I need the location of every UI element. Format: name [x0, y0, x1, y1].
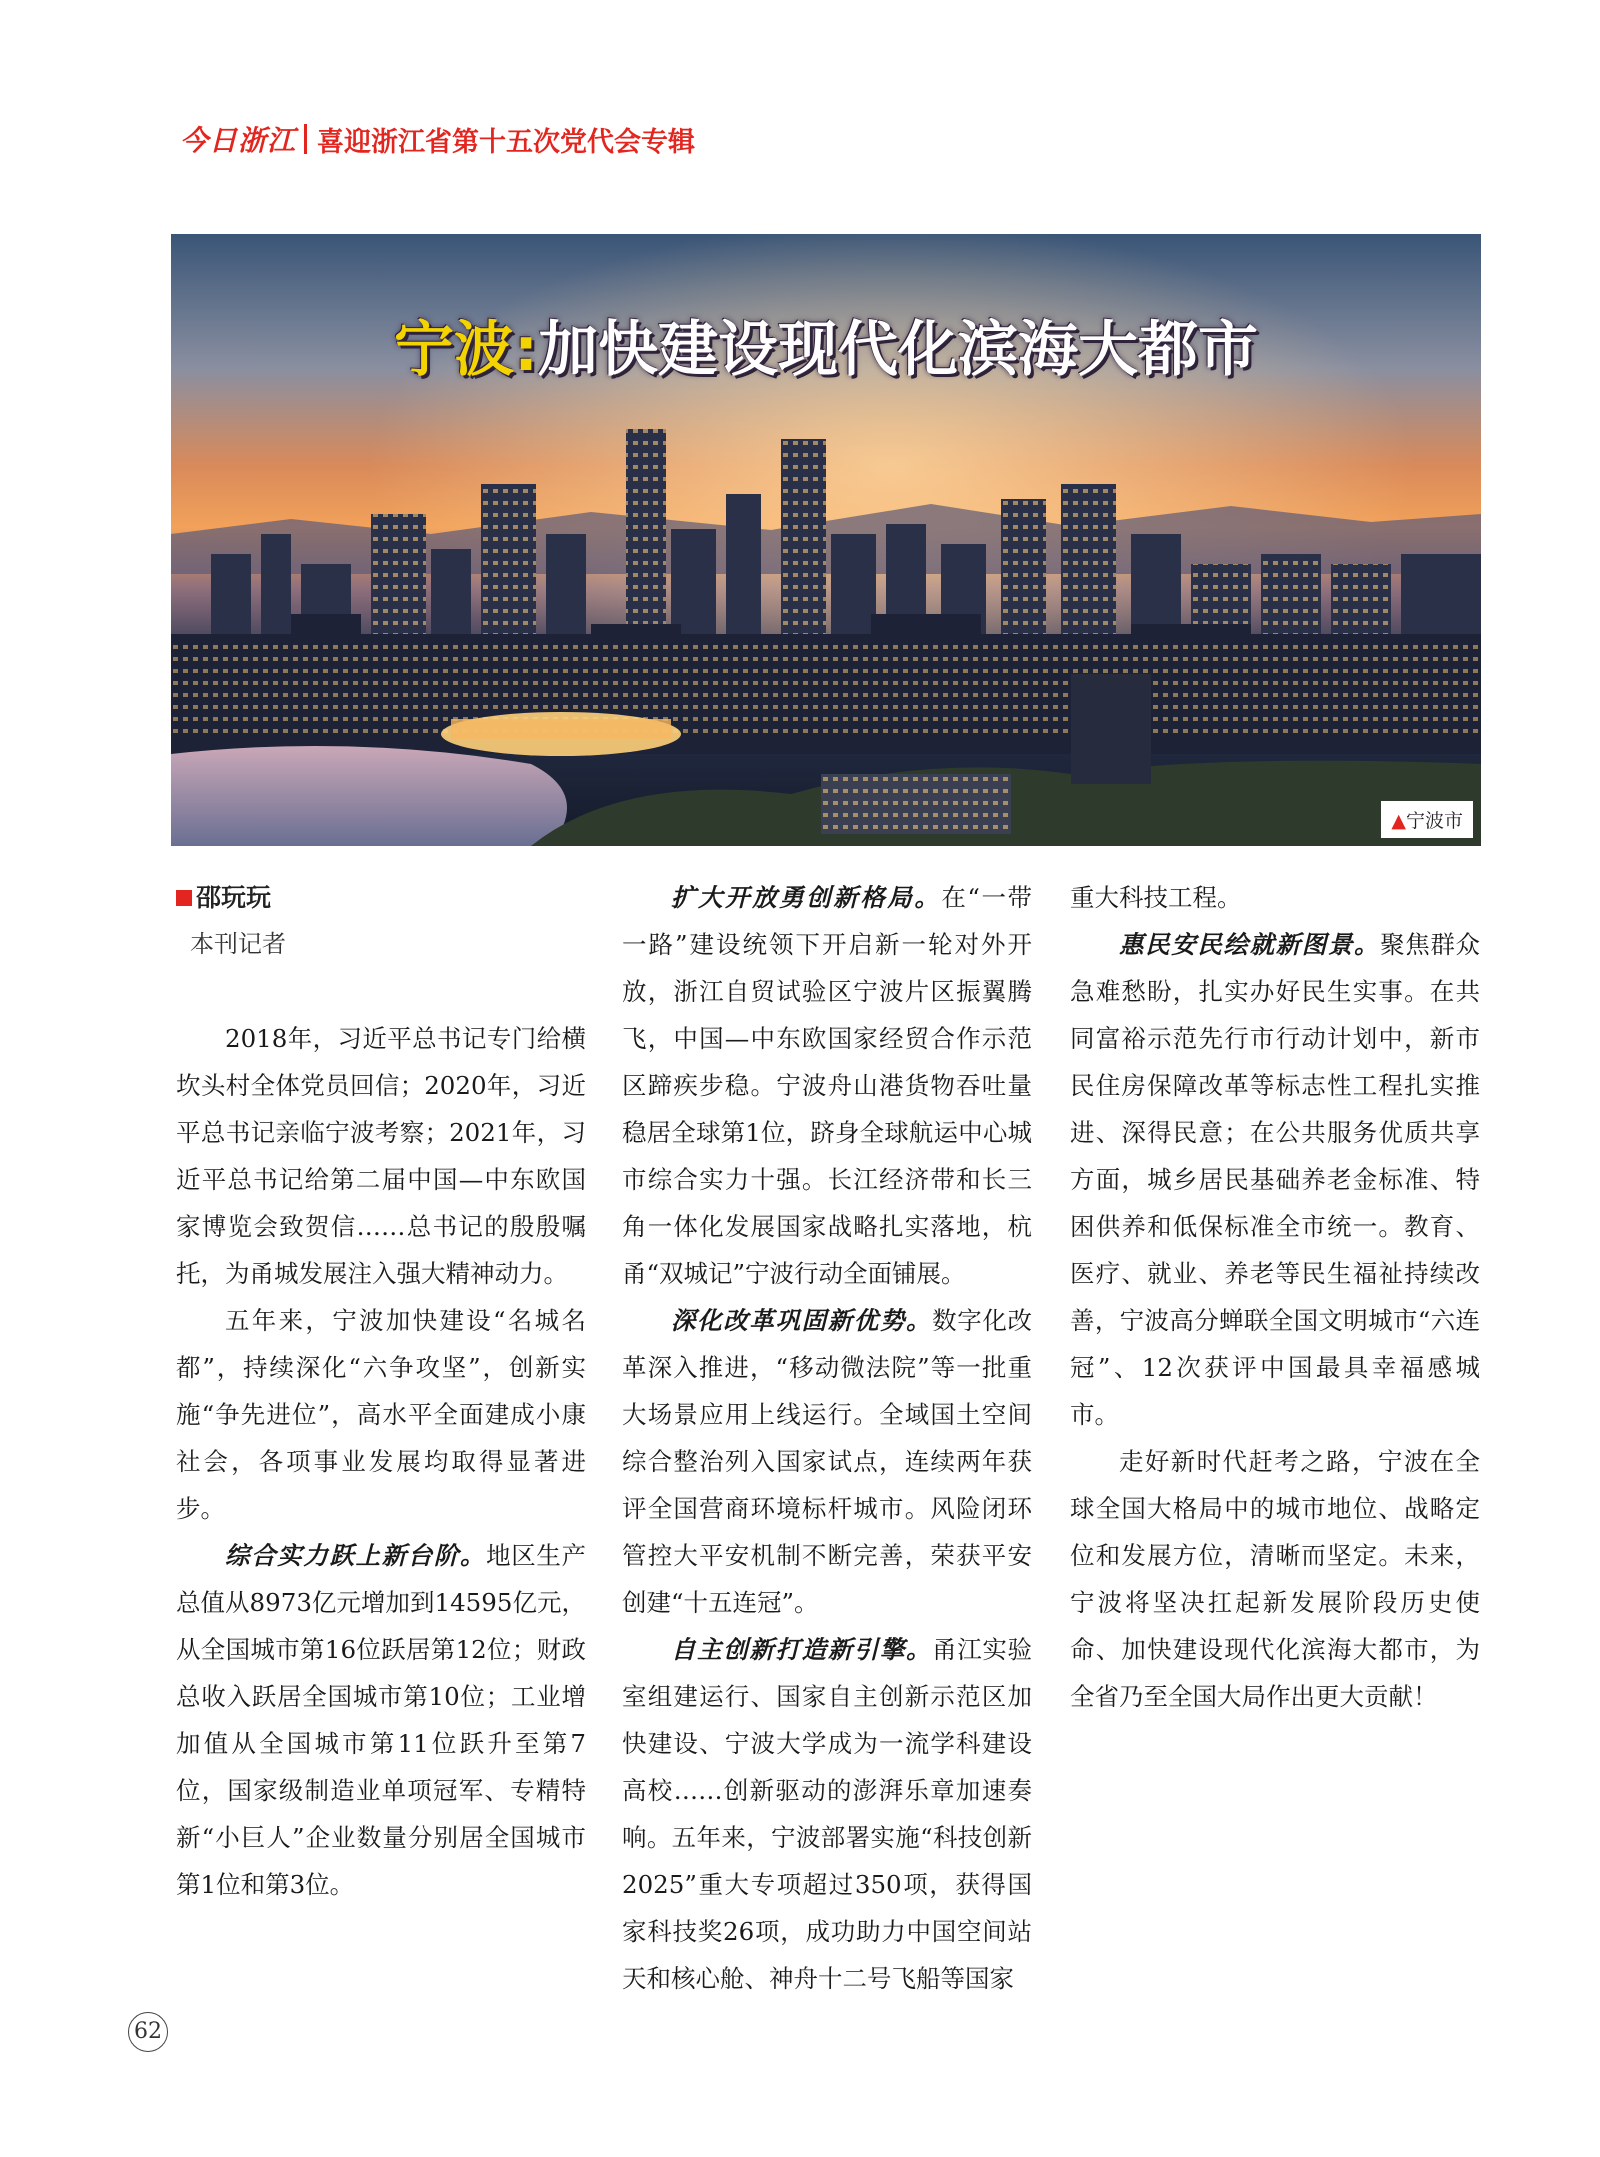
article-title	[171, 315, 1481, 385]
paragraph-7	[1070, 921, 1480, 1438]
paragraph-6-body: 甬江实验室组建运行、国家自主创新示范区加快建设、宁波大学成为一流学科建设高校……创新驱动的澎湃乐章加速奏响。五年来，宁波部署实施“科技创新2025”重大专项超过350项，获得国家科技奖26项，成功助力中国空间站天和核心舱、神舟十二号飞船等国家	[622, 1635, 1033, 1993]
author-name	[176, 874, 586, 921]
paragraph-2: 五年来，宁波加快建设“名城名都”，持续深化“六争攻坚”，创新实施“争先进位”，高水平全面建成小康社会，各项事业发展均取得显著进步。	[176, 1306, 586, 1523]
paragraph-4	[622, 874, 1032, 1297]
article-column-1	[176, 874, 586, 1908]
triangle-marker-icon: ▲	[1391, 810, 1406, 832]
section-title: 喜迎浙江省第十五次党代会专辑	[317, 126, 696, 158]
author-text: 邵玩玩	[196, 883, 272, 912]
spacer	[176, 968, 586, 1015]
hero-photo	[171, 234, 1481, 846]
page-number: 62	[128, 2012, 168, 2052]
paragraph-8: 走好新时代赶考之路，宁波在全球全国大格局中的城市地位、战略定位和发展方位，清晰而坚定。未来，宁波将坚决扛起新发展阶段历史使命、加快建设现代化滨海大都市，为全省乃至全国大局作出更大贡献！	[1070, 1447, 1480, 1711]
paragraph-3-body: 地区生产总值从8973亿元增加到14595亿元，从全国城市第16位跃居第12位；财政总收入跃居全国城市第10位；工业增加值从全国城市第11位跃升至第7位，国家级制造业单项冠军、专精特新“小巨人”企业数量分别居全国城市第1位和第3位。	[176, 1541, 587, 1899]
subhead-strength: 综合实力跃上新台阶。	[225, 1541, 487, 1570]
article-column-2	[622, 874, 1032, 2002]
paragraph-7-body: 聚焦群众急难愁盼，扎实办好民生实事。在共同富裕示范先行市行动计划中，新市民住房保障改革等标志性工程扎实推进、深得民意；在公共服务优质共享方面，城乡居民基础养老金标准、特困供养和低保标准全市统一。教育、医疗、就业、养老等民生福祉持续改善，宁波高分蝉联全国文明城市“六连冠”、12次获评中国最具幸福感城市。	[1070, 930, 1481, 1429]
byline	[176, 874, 586, 968]
caption-text: 宁波市	[1405, 810, 1463, 832]
paragraph-6	[622, 1626, 1032, 2002]
subhead-opening: 扩大开放勇创新格局。	[671, 883, 942, 912]
paragraph-6-continued: 重大科技工程。	[1070, 883, 1242, 912]
title-colon: :	[514, 315, 538, 385]
paragraph-1: 2018年，习近平总书记专门给横坎头村全体党员回信；2020年，习近平总书记亲临宁波考察；2021年，习近平总书记给第二届中国—中东欧国家博览会致贺信……总书记的殷殷嘱托，为甬城发展注入强大精神动力。	[176, 1024, 586, 1288]
article-column-3	[1070, 874, 1480, 1720]
magazine-logo: 今日浙江	[180, 124, 297, 157]
author-role: 本刊记者	[190, 930, 286, 958]
paragraph-5-body: 数字化改革深入推进，“移动微法院”等一批重大场景应用上线运行。全域国土空间综合整治列入国家试点，连续两年获评全国营商环境标杆城市。风险闭环管控大平安机制不断完善，荣获平安创建“十五连冠”。	[622, 1306, 1033, 1617]
photo-caption	[1381, 801, 1473, 838]
title-rest: 加快建设现代化滨海大都市	[538, 315, 1258, 385]
subhead-livelihood: 惠民安民绘就新图景。	[1119, 930, 1381, 959]
header-divider	[304, 124, 307, 154]
subhead-innovation: 自主创新打造新引擎。	[671, 1635, 933, 1664]
paragraph-3	[176, 1532, 586, 1908]
title-city: 宁波	[394, 315, 514, 385]
paragraph-5	[622, 1297, 1032, 1626]
red-square-icon	[176, 890, 192, 906]
paragraph-4-body: 在“一带一路”建设统领下开启新一轮对外开放，浙江自贸试验区宁波片区振翼腾飞，中国—中东欧国家经贸合作示范区蹄疾步稳。宁波舟山港货物吞吐量稳居全球第1位，跻身全球航运中心城市综合实力十强。长江经济带和长三角一体化发展国家战略扎实落地，杭甬“双城记”宁波行动全面铺展。	[622, 883, 1033, 1288]
subhead-reform: 深化改革巩固新优势。	[671, 1306, 933, 1335]
page-header	[180, 118, 695, 160]
